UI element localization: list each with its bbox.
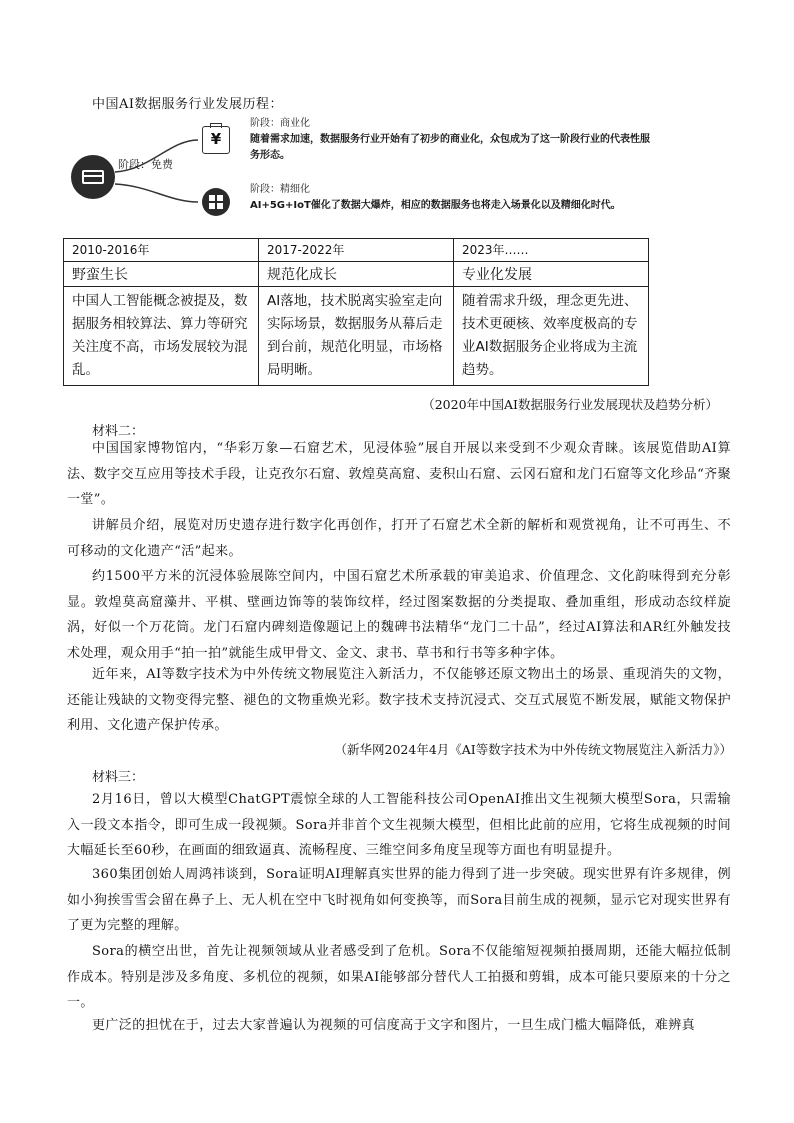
- table-row: [64, 239, 649, 262]
- phase-cell: 专业化发展: [454, 262, 649, 287]
- period-cell: 2010-2016年: [64, 239, 259, 262]
- material-2-label: 材料二：: [92, 424, 145, 439]
- grid-apps-icon: [202, 188, 230, 216]
- stage-refined: [250, 182, 650, 214]
- timeline-table: [63, 238, 649, 386]
- material-3-para-2: 360集团创始人周鸿祎谈到，Sora证明AI理解真实世界的能力得到了进一步突破。现实世界有许多规律，例如小狗挨雪雪会留在鼻子上、无人机在空中飞时视角如何变换等，而Sora目前生成的视频，显示它对现实世界有了更为完整的理解。: [67, 867, 731, 933]
- material-3-para-1: 2月16日，曾以大模型ChatGPT震惊全球的人工智能科技公司OpenAI推出文生视频大模型Sora，只需输入一段文本指令，即可生成一段视频。Sora并非首个文生视频大模型，但相比此前的应用，它将生成视频的时间大幅延长至60秒，在画面的细致逼真、流畅程度、三维空间多角度呈现等方面也有明显提升。: [67, 792, 731, 858]
- clipboard-yen-icon: ¥: [202, 126, 230, 154]
- intro-heading: 中国AI数据服务行业发展历程：: [92, 97, 284, 112]
- stage-commercial-desc: 随着需求加速，数据服务行业开始有了初步的商业化，众包成为了这一阶段行业的代表性服务形态。: [250, 134, 650, 161]
- source-citation-1: （2020年中国AI数据服务行业发展现状及趋势分析）: [422, 397, 718, 412]
- table-row: [64, 287, 649, 386]
- development-diagram: [60, 112, 660, 237]
- description-cell: AI落地，技术脱离实验室走向实际场景，数据服务从幕后走到台前，规范化明显，市场格局明晰。: [259, 287, 454, 386]
- material-2-para-1: 中国国家博物馆内，“华彩万象—石窟艺术，见浸体验”展自开展以来受到不少观众青睐。该展览借助AI算法、数字交互应用等技术手段，让克孜尔石窟、敦煌莫高窟、麦积山石窟、云冈石窟和龙门石窟等文化珍品“齐聚一堂”。: [67, 441, 731, 507]
- description-cell: 中国人工智能概念被提及，数据服务相较算法、算力等研究关注度不高，市场发展较为混乱。: [64, 287, 259, 386]
- credit-card-icon: [71, 155, 115, 199]
- material-3-label: 材料三：: [92, 770, 145, 785]
- material-3-para-4: 更广泛的担忧在于，过去大家普遍认为视频的可信度高于文字和图片，一旦生成门槛大幅降低，难辨真: [92, 1018, 696, 1033]
- stage-commercial: [250, 116, 650, 164]
- stage-refined-desc: AI+5G+IoT催化了数据大爆炸，相应的数据服务也将走入场景化以及精细化时代。: [250, 200, 621, 211]
- material-3-para-3: Sora的横空出世，首先让视频领域从业者感受到了危机。Sora不仅能缩短视频拍摄周期，还能大幅拉低制作成本。特别是涉及多角度、多机位的视频，如果AI能够部分替代人工拍摄和剪辑，成本可能只要原来的十分之一。: [67, 944, 731, 1010]
- material-2-para-3: 约1500平方米的沉浸体验展陈空间内，中国石窟艺术所承载的审美追求、价值理念、文化韵味得到充分彰显。敦煌莫高窟藻井、平棋、壁画边饰等的装饰纹样，经过图案数据的分类提取、叠加重组，形成动态纹样旋涡，好似一个万花筒。龙门石窟内碑刻造像题记上的魏碑书法精华“龙门二十品”，经过AI算法和AR红外触发技术处理，观众用手“拍一拍”就能生成甲骨文、金文、隶书、草书和行书等多种字体。: [67, 569, 731, 661]
- stage-commercial-title: 阶段：商业化: [250, 118, 310, 129]
- period-cell: 2023年……: [454, 239, 649, 262]
- period-cell: 2017-2022年: [259, 239, 454, 262]
- material-2-para-2: 讲解员介绍，展览对历史遗存进行数字化再创作，打开了石窟艺术全新的解析和观赏视角，让不可再生、不可移动的文化遗产“活”起来。: [67, 518, 731, 559]
- material-2-para-4: 近年来，AI等数字技术为中外传统文物展览注入新活力，不仅能够还原文物出土的场景、重现消失的文物，还能让残缺的文物变得完整、褪色的文物重焕光彩。数字技术支持沉浸式、交互式展览不断发展，赋能文物保护利用、文化遗产保护传承。: [67, 667, 731, 733]
- description-cell: 随着需求升级，理念更先进、技术更硬核、效率度极高的专业AI数据服务企业将成为主流趋势。: [454, 287, 649, 386]
- stage-refined-title: 阶段：精细化: [250, 184, 310, 195]
- stage-free-label: 阶段：免费: [118, 158, 173, 171]
- table-row: [64, 262, 649, 287]
- phase-cell: 规范化成长: [259, 262, 454, 287]
- phase-cell: 野蛮生长: [64, 262, 259, 287]
- source-citation-2: （新华网2024年4月《AI等数字技术为中外传统文物展览注入新活力》）: [334, 742, 732, 757]
